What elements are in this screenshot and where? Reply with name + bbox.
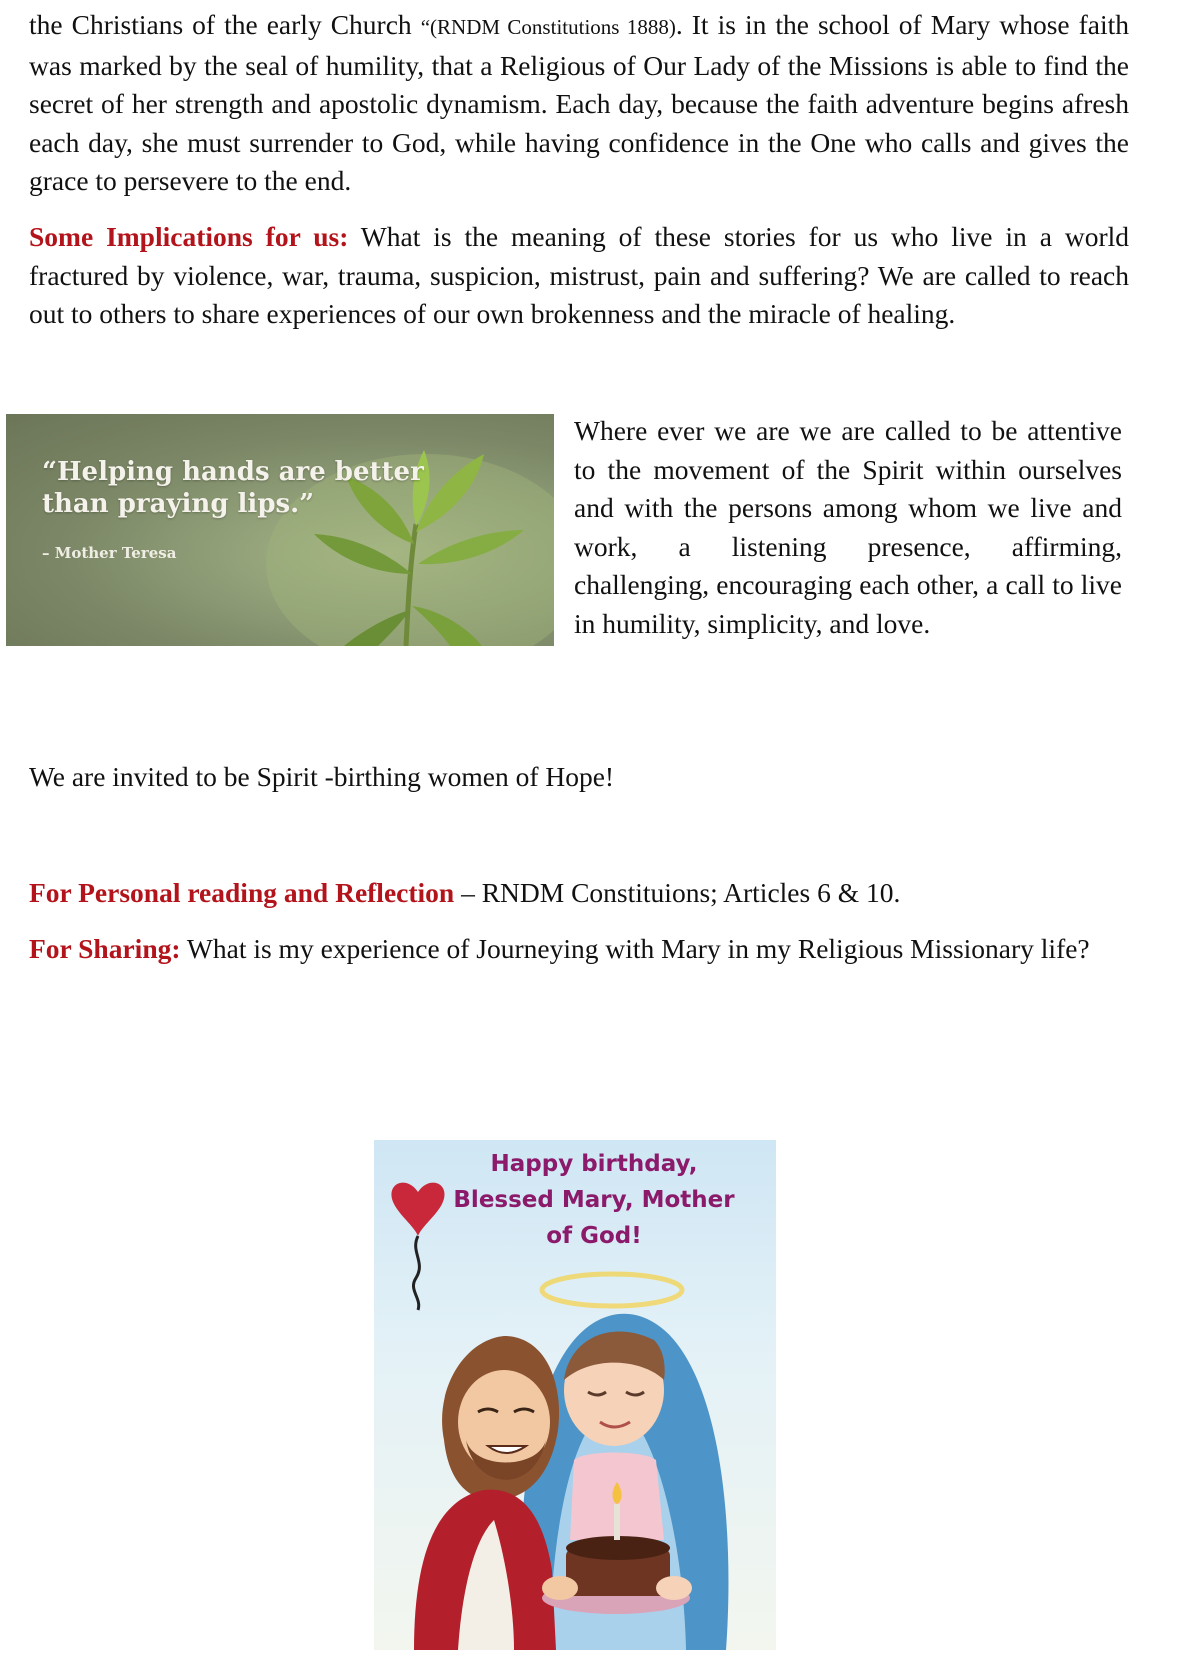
quote-author: – Mother Teresa xyxy=(42,544,177,562)
quote-line-1: “Helping hands are better xyxy=(42,457,424,487)
reading-heading: For Personal reading and Reflection xyxy=(29,877,455,908)
sharing-heading: For Sharing: xyxy=(29,933,181,964)
intro-paragraph xyxy=(29,6,1129,201)
quote-text xyxy=(42,456,424,520)
birthday-card-image xyxy=(374,1140,776,1650)
card-line-2: Blessed Mary, Mother xyxy=(453,1187,735,1213)
reading-paragraph xyxy=(29,874,1129,913)
reading-body: – RNDM Constituions; Articles 6 & 10. xyxy=(454,877,901,908)
card-line-1: Happy birthday, xyxy=(490,1151,698,1177)
quote-line-2: than praying lips.” xyxy=(42,489,315,519)
implications-heading: Some Implications for us: xyxy=(29,221,349,252)
p1-main: the Christians of the early Church xyxy=(29,9,421,40)
sharing-body: What is my experience of Journeying with Mary in my Religious Missionary life? xyxy=(180,933,1090,964)
sharing-paragraph xyxy=(29,930,1129,969)
spirit-paragraph: Where ever we are we are called to be attentive to the movement of the Spirit within ourselves and with the persons among whom we live and work, a listening presence, affirming, challenging, encouraging each other, a call to live in humility, simplicity, and love. xyxy=(574,415,1122,639)
implications-paragraph xyxy=(29,218,1129,334)
card-title xyxy=(434,1146,754,1254)
implications-body: What is the meaning of these stories for us who live in a world fractured by violence, war, trauma, suspicion, mistrust, pain and suffering? We are called to reach out to others to share experiences of our own brokenness and the miracle of healing. xyxy=(29,221,1129,329)
constitutions-citation: “(RNDM Constitutions 1888) xyxy=(420,15,676,39)
mother-teresa-quote-image xyxy=(6,414,554,646)
p1-rest: . It is in the school of Mary whose faith was marked by the seal of humility, that a Religious of Our Lady of the Missions is able to find the secret of her strength and apostolic dynamism. Each day, because the faith adventure begins afresh each day, she must surrender to God, while having confidence in the One who calls and gives the grace to persevere to the end. xyxy=(29,9,1130,196)
card-line-3: of God! xyxy=(546,1223,642,1249)
hope-line: We are invited to be Spirit -birthing women of Hope! xyxy=(29,761,615,792)
plant-illustration xyxy=(6,414,554,646)
